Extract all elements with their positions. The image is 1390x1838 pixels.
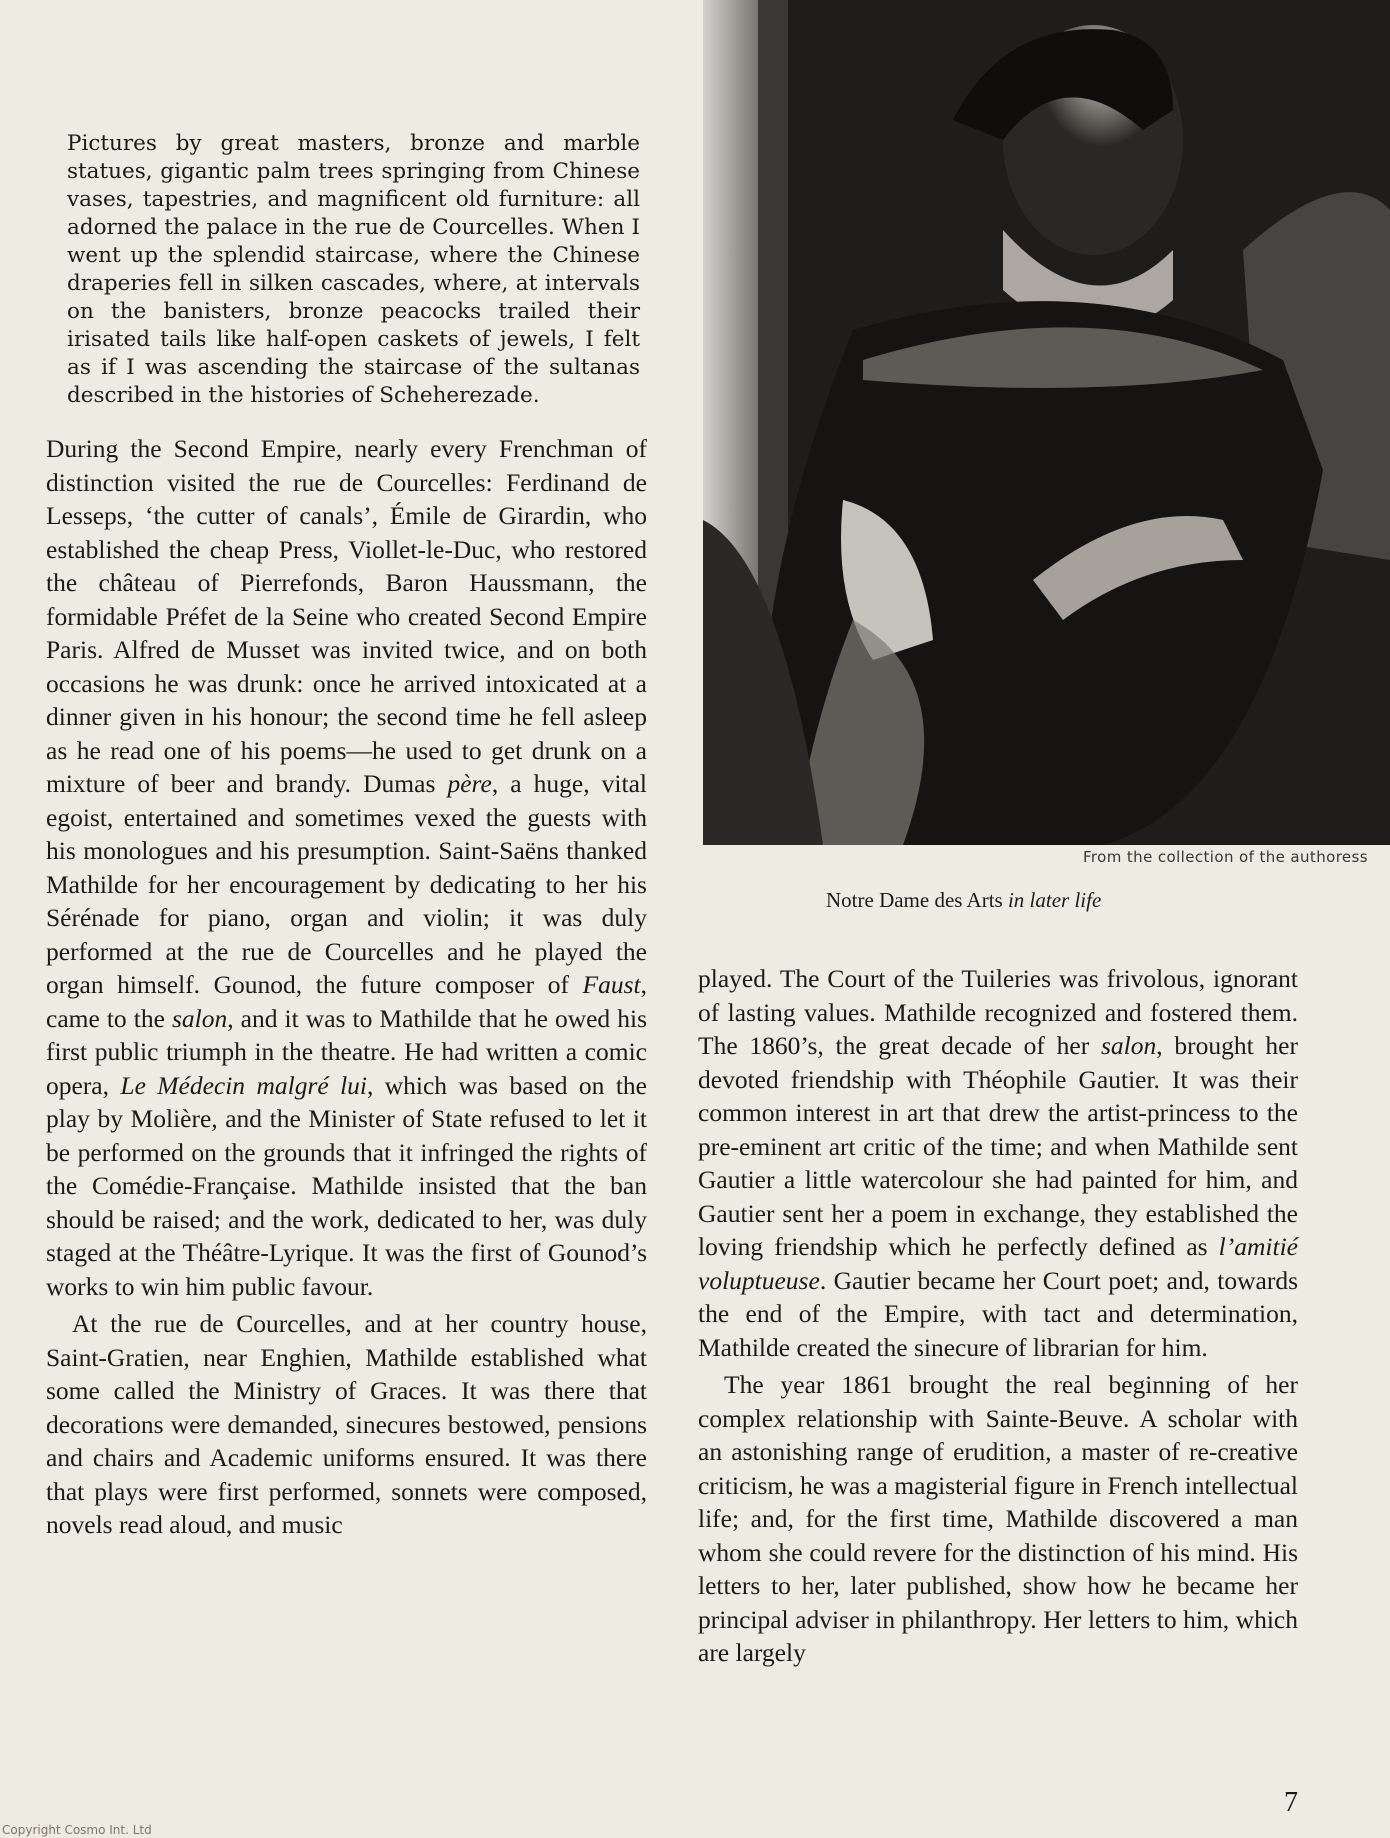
right-paragraph-2: The year 1861 brought the real beginning of her complex relationship with Sainte-Beuve. A scholar with an astonishing range of erudition, a master of re-creative criticism, he was a magisterial figure in French intellectual life; and, for the first time, Mathilde discovered a man whom she could revere for the distinction of his mind. His letters to her, later published, show how he became her principal adviser in philanthropy. Her letters to him, which are largely — [698, 1370, 1298, 1667]
block-quote: Pictures by great masters, bronze and marble statues, gigantic palm trees springing from Chinese vases, tapestries, and magnificent old furniture: all adorned the palace in the rue de Courcelles. When I went up the splendid staircase, where the Chinese draperies fell in silken cascades, where, at intervals on the banisters, bronze peacocks trailed their irisated tails like half-open caskets of jewels, I felt as if I was ascending the staircase of the sultanas described in the histories of Scheherezade. — [67, 131, 640, 408]
copyright-notice: Copyright Cosmo Int. Ltd — [2, 1823, 152, 1837]
page-number: 7 — [1284, 1787, 1298, 1818]
italic-run: l’amitié voluptueuse — [698, 1232, 1298, 1295]
text-run: , came to the — [46, 970, 647, 1033]
caption-italic: in later life — [1007, 888, 1102, 912]
italic-run: Faust — [582, 970, 641, 999]
caption-text: Notre Dame des Arts — [826, 888, 1003, 912]
portrait-photo — [703, 0, 1390, 845]
text-run: . Gautier became her Court poet; and, towards the end of the Empire, with tact and determination, Mathilde created the sinecure of librarian for him. — [698, 1265, 1298, 1362]
italic-run: salon — [1100, 1031, 1157, 1060]
right-paragraph-1 — [698, 962, 1298, 1364]
text-run: played. The Court of the Tuileries was frivolous, ignorant of lasting values. Mathilde recognized and fostered them. The 1860’s, the great decade of her — [698, 964, 1298, 1060]
text-run: , a huge, vital egoist, entertained and sometimes vexed the guests with his monologues and his presumption. Saint-Saëns thanked Mathilde for her encouragement by dedicating to her his Sérénade for piano, organ and violin; it was duly performed at the rue de Courcelles and he played the organ himself. Gounod, the future composer of — [46, 769, 647, 999]
italic-run: Le Médecin malgré lui — [120, 1070, 367, 1100]
right-column — [698, 962, 1298, 1670]
text-run: During the Second Empire, nearly every Frenchman of distinction visited the rue de Courcelles: Ferdinand de Lesseps, ‘the cutter of canals’, Émile de Girardin, who established the cheap Press, Viollet-le-Duc, who restored the château of Pierrefonds, Baron Haussmann, the formidable Préfet de la Seine who created Second Empire Paris. Alfred de Musset was invited twice, and on both occasions he was drunk: once he arrived intoxicated at a dinner given in his honour; the second time he fell asleep as he read one of his poems—he used to get drunk on a mixture of beer and brandy. Dumas — [46, 434, 647, 798]
text-run: , which was based on the play by Molière, and the Minister of State refused to let it be performed on the grounds that it infringed the rights of the Comédie-Française. Mathilde insisted that the ban should be raised; and the work, dedicated to her, was duly staged at the Théâtre-Lyrique. It was the first of Gounod’s works to win him public favour. — [46, 1070, 647, 1301]
left-column — [46, 432, 647, 1542]
text-run: , and it was to Mathilde that he owed his first public triumph in the theatre. He had written a comic opera, — [46, 1003, 648, 1100]
italic-run: salon — [171, 1003, 228, 1033]
photo-caption — [826, 888, 1101, 913]
photo-credit: From the collection of the authoress — [1082, 848, 1368, 866]
text-run: , brought her devoted friendship with Théophile Gautier. It was their common interest in art that drew the artist-princess to the pre-eminent art critic of the time; and when Mathilde sent Gautier a little watercolour she had painted for him, and Gautier sent her a poem in exchange, they established the loving friendship which he perfectly defined as — [698, 1031, 1298, 1261]
left-paragraph-2: At the rue de Courcelles, and at her country house, Saint-Gratien, near Enghien, Mathilde established what some called the Ministry of Graces. It was there that decorations were demanded, sinecures bestowed, pensions and chairs and Academic uniforms ensured. It was there that plays were first performed, sonnets were composed, novels read aloud, and music — [46, 1309, 647, 1539]
left-paragraph-1 — [46, 432, 647, 1303]
italic-run: père — [447, 769, 492, 798]
